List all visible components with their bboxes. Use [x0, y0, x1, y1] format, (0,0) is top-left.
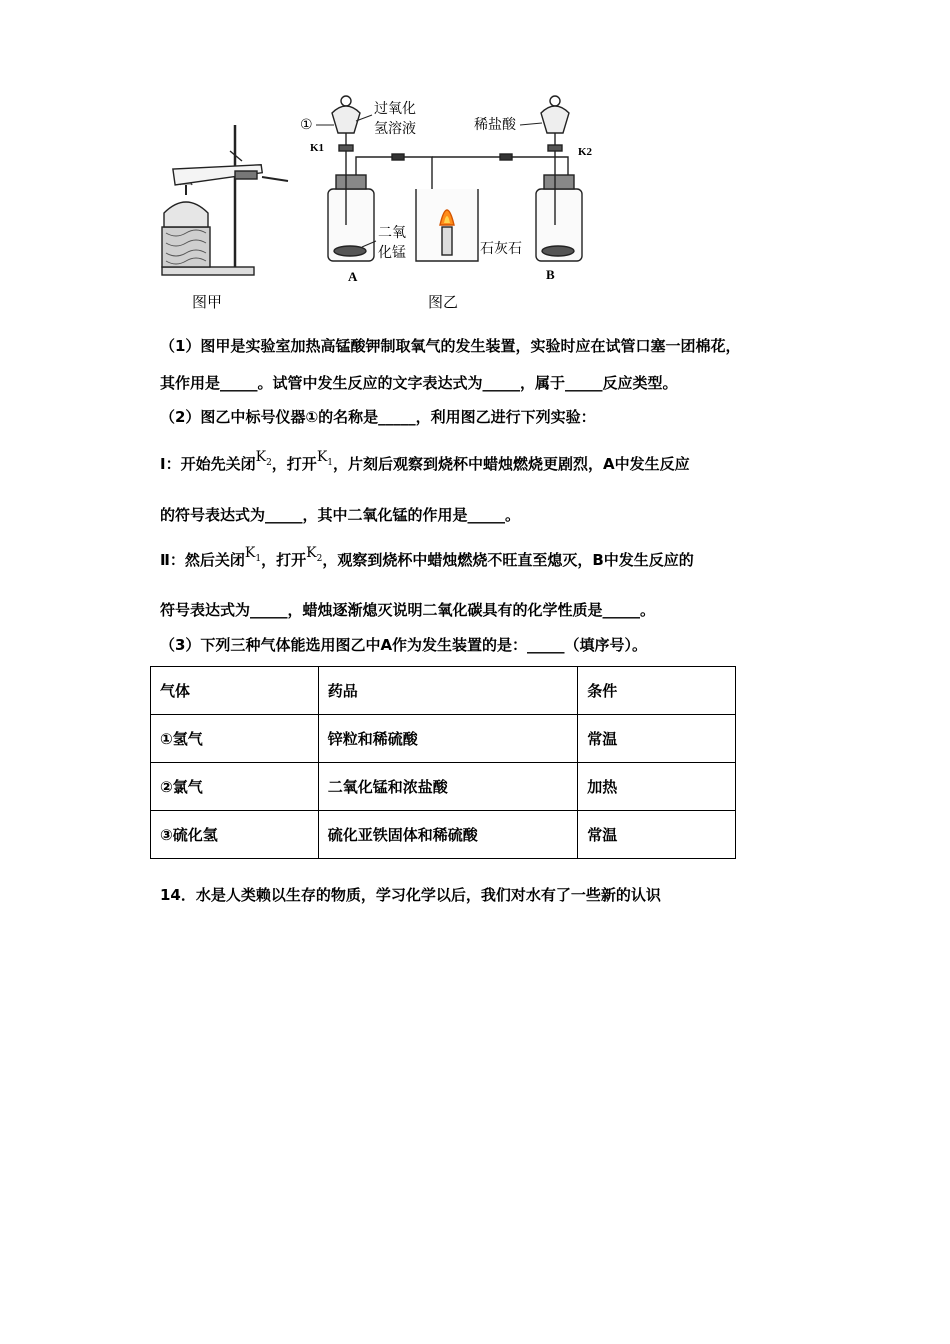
table-cell: 加热 — [578, 763, 736, 811]
step-2-line2: 符号表达式为_____，蜡烛逐渐熄灭说明二氧化碳具有的化学性质是_____。 — [160, 601, 656, 619]
table-header-cell: 气体 — [151, 667, 319, 715]
funnel-a-top — [341, 96, 351, 106]
bottle-a-stopper — [336, 175, 366, 189]
step-1-text-b: ，打开 — [271, 455, 317, 473]
question-1-line2: 其作用是_____。试管中发生反应的文字表达式为_____，属于_____反应类型。 — [160, 374, 678, 392]
table-cell: 硫化亚铁固体和稀硫酸 — [318, 811, 578, 859]
symbol-k1: $K_1$ — [244, 545, 262, 564]
figure-jia-heating-apparatus — [162, 125, 288, 275]
table-cell: 二氧化锰和浓盐酸 — [318, 763, 578, 811]
label-h2o2-line2: 氢溶液 — [374, 121, 416, 137]
caption-figure-jia: 图甲 — [192, 295, 223, 311]
table-cell: 常温 — [578, 811, 736, 859]
separatory-funnel-b — [541, 106, 569, 133]
table-cell: ①氢气 — [151, 715, 319, 763]
candle — [442, 227, 452, 255]
table-row — [151, 715, 736, 763]
table-header-cell: 药品 — [318, 667, 578, 715]
delivery-tube — [262, 177, 288, 181]
stand-clamp — [235, 171, 257, 179]
table-cell: ②氯气 — [151, 763, 319, 811]
alcohol-lamp — [164, 202, 208, 227]
label-marker-1: ① — [300, 117, 313, 133]
table-cell: 常温 — [578, 715, 736, 763]
stopcock-k2 — [548, 145, 562, 151]
stand-base — [162, 267, 254, 275]
question-1-line1: （1）图甲是实验室加热高锰酸钾制取氧气的发生装置，实验时应在试管口塞一团棉花， — [160, 337, 741, 355]
caption-figure-yi: 图乙 — [428, 295, 459, 311]
stopcock-k1 — [339, 145, 353, 151]
step-1-line2: 的符号表达式为_____，其中二氧化锰的作用是_____。 — [160, 506, 521, 524]
symbol-k2: $K_2$ — [306, 545, 323, 564]
step-2-text-c: ，观察到烧杯中蜡烛燃烧不旺直至熄灭，B中发生反应的 — [322, 551, 694, 569]
step-1-text-a: Ⅰ：开始先关闭 — [160, 455, 256, 473]
figure-yi-apparatus — [328, 96, 582, 261]
table-header-row — [151, 667, 736, 715]
step-2-text-b: ，打开 — [261, 551, 307, 569]
label-hydrochloric-acid: 稀盐酸 — [474, 117, 516, 133]
table-header-cell: 条件 — [578, 667, 736, 715]
question-2: （2）图乙中标号仪器①的名称是_____，利用图乙进行下列实验： — [160, 408, 596, 426]
apparatus-figure — [150, 85, 600, 315]
rubber-joint-b — [500, 154, 512, 160]
question-3: （3）下列三种气体能选用图乙中A作为发生装置的是：_____（填序号）。 — [160, 636, 648, 654]
separatory-funnel-a — [332, 106, 360, 133]
limestone-solid — [542, 246, 574, 256]
gas-table — [150, 666, 736, 859]
apparatus-diagram — [150, 85, 600, 315]
funnel-b-top — [550, 96, 560, 106]
label-h2o2-line1: 过氧化 — [374, 101, 416, 117]
label-k1: K1 — [310, 142, 325, 154]
label-bottle-a: A — [348, 269, 358, 284]
bottle-b-stopper — [544, 175, 574, 189]
label-mno2-line1: 二氧 — [378, 225, 406, 241]
table-cell: 锌粒和稀硫酸 — [318, 715, 578, 763]
label-mno2-line2: 化锰 — [378, 245, 406, 261]
step-1-text-c: ，片刻后观察到烧杯中蜡烛燃烧更剧烈，A中发生反应 — [333, 455, 690, 473]
manganese-dioxide-solid — [334, 246, 366, 256]
table-row — [151, 763, 736, 811]
table-row — [151, 811, 736, 859]
label-bottle-b: B — [546, 267, 555, 282]
question-14: 14．水是人类赖以生存的物质，学习化学以后，我们对水有了一些新的认识 — [160, 886, 661, 904]
step-2-line1 — [160, 545, 810, 577]
step-1-line1 — [160, 449, 810, 481]
label-limestone: 石灰石 — [480, 241, 522, 257]
rubber-joint-a — [392, 154, 404, 160]
table-cell: ③硫化氢 — [151, 811, 319, 859]
step-2-text-a: Ⅱ：然后关闭 — [160, 551, 245, 569]
label-k2: K2 — [578, 146, 593, 158]
symbol-k1: $K_1$ — [316, 449, 334, 468]
symbol-k2: $K_2$ — [255, 449, 272, 468]
